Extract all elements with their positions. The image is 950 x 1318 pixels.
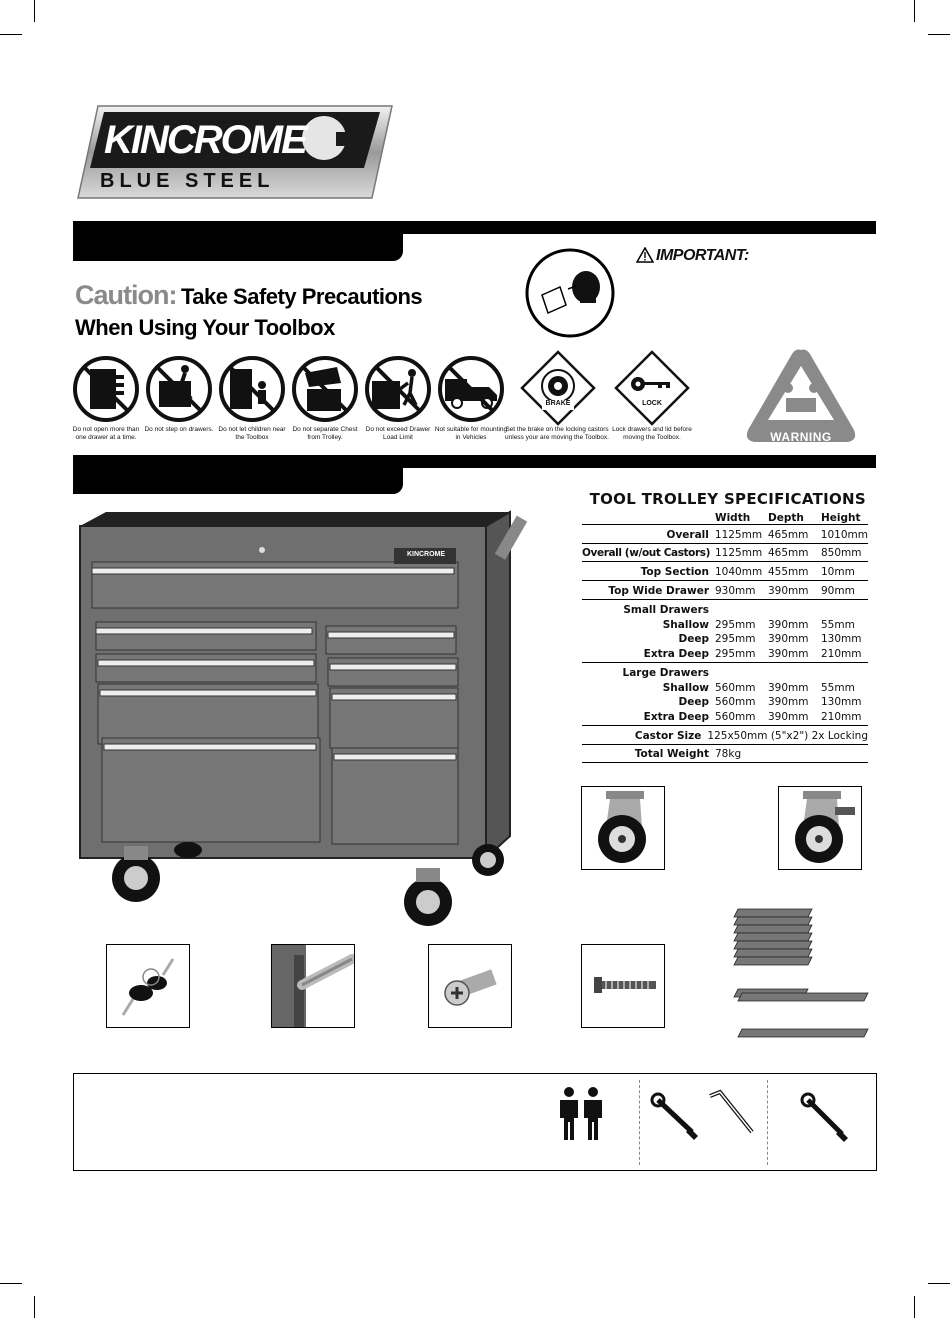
wrench-icon <box>650 1090 702 1147</box>
crop-mark <box>0 34 22 35</box>
crop-mark <box>0 1283 22 1284</box>
no-separate-icon <box>291 355 359 423</box>
safety-caption: Lock drawers and lid before moving the Toolbox. <box>612 426 692 441</box>
lock-sign-label: LOCK <box>642 400 662 407</box>
spanner-icon <box>798 1090 852 1149</box>
warning-triangle-icon <box>636 247 654 268</box>
caution-line2: When Using Your Toolbox <box>75 315 335 340</box>
col-width: Width <box>715 512 751 524</box>
safety-caption: Set the brake on the locking castors unless your are moving the Toolbox. <box>505 426 609 441</box>
spec-row: Overall 1125mm 465mm 1010mm <box>582 525 868 544</box>
spec-row: Top Wide Drawer 930mm 390mm 90mm <box>582 581 868 600</box>
crop-mark <box>34 1296 35 1318</box>
specs-title: TOOL TROLLEY SPECIFICATIONS <box>589 490 866 508</box>
spec-row: Total Weight 78kg <box>582 745 868 763</box>
allen-key-icon <box>706 1088 756 1143</box>
safety-caption: Do not let children near the Toolbox <box>218 426 286 441</box>
large-drawers-group: Large Drawers Shallow 560mm 390mm 55mm Deep 560mm 390mm 130mm Extra Deep 560mm 390mm 210mm <box>582 663 868 726</box>
keys-image <box>106 944 190 1028</box>
brake-sign-label: BRAKE <box>545 400 571 407</box>
two-person-icon <box>556 1086 606 1147</box>
spec-row: Castor Size 125x50mm (5"x2") 2x Locking <box>582 726 868 745</box>
safety-caption: Not suitable for mounting in Vehicles <box>434 426 508 441</box>
spec-row: Overall (w/out Castors) 1125mm 465mm 850mm <box>582 544 868 562</box>
no-children-icon <box>218 355 286 423</box>
safety-caption: Do not open more than one drawer at a time. <box>72 426 140 441</box>
divider <box>767 1080 768 1165</box>
tools-required-box <box>73 1073 877 1171</box>
bolt-image <box>428 944 512 1028</box>
warning-lift-icon <box>744 346 858 450</box>
crop-mark <box>914 0 915 22</box>
swivel-castor-image <box>581 786 665 870</box>
important-label: IMPORTANT: <box>656 247 749 264</box>
caution-line1: Take Safety Precautions <box>180 284 423 309</box>
brake-icon <box>520 350 596 426</box>
locking-castor-image <box>778 786 862 870</box>
brand-logo <box>76 104 394 200</box>
lock-icon <box>614 350 690 426</box>
section-tab <box>73 221 403 261</box>
safety-caption: Do not exceed Drawer Load Limit <box>365 426 431 441</box>
crop-mark <box>914 1296 915 1318</box>
divider <box>639 1080 640 1165</box>
spec-row: Top Section 1040mm 455mm 10mm <box>582 562 868 581</box>
trolley-badge: KINCROME <box>406 551 446 558</box>
no-stepping-icon <box>145 355 213 423</box>
col-depth: Depth <box>768 512 804 524</box>
multiple-drawers-prohibited-icon <box>72 355 140 423</box>
safety-caption: Do not step on drawers. <box>144 426 214 433</box>
caution-word: Caution: <box>75 280 177 310</box>
handle-image <box>271 944 355 1028</box>
crop-mark <box>34 0 35 22</box>
helmet-icon <box>524 247 616 339</box>
tool-trolley-image <box>76 506 540 930</box>
brand-name: KINCROME <box>104 118 306 162</box>
section-tab <box>73 455 403 494</box>
small-drawers-group: Small Drawers Shallow 295mm 390mm 55mm Deep 295mm 390mm 130mm Extra Deep 295mm 390mm 210mm <box>582 600 868 663</box>
load-limit-icon <box>364 355 432 423</box>
no-vehicle-icon <box>437 355 505 423</box>
specifications-table <box>582 490 868 763</box>
crop-mark <box>928 1283 950 1284</box>
warning-label: WARNING <box>770 430 832 444</box>
drawer-liners-image <box>728 905 870 1041</box>
safety-caption: Do not separate Chest from Trolley. <box>292 426 358 441</box>
col-height: Height <box>821 512 861 524</box>
caution-heading <box>75 280 422 341</box>
crop-mark <box>928 34 950 35</box>
screw-image <box>581 944 665 1028</box>
brand-subline: BLUE STEEL <box>100 170 275 192</box>
spec-header-row <box>582 512 868 525</box>
